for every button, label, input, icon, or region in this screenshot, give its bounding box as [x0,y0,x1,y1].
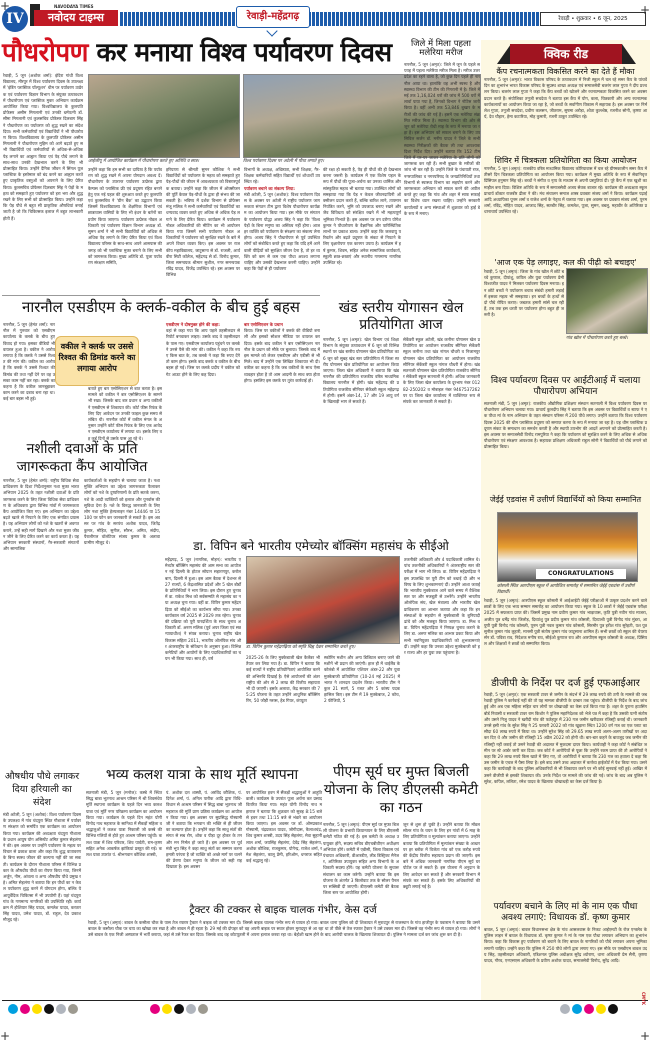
quick-item-2-headline: शिविर में चित्रकला प्रतियोगिता का किया आयोजन [494,156,637,165]
tree-story-caption: गांव खोल में पौधारोपण करते हुए बच्चे। [566,336,628,341]
solar-story-headline: पीएम सूर्य घर मुफ्त बिजली योजना के लिए डीएलसी कमेटी का गठन [323,764,479,816]
lead-photo-1-caption: आईजीयू में आयोजित कार्यक्रम में पौधारोपण करते हुए अतिथि व छात्र। [88,159,200,164]
clerk-subhead-2: बार एसोसिएशन के प्रधान [244,322,283,327]
lead-photo-1 [88,74,240,158]
kalash-col-2: पं. अशोक दत्त शास्त्री, पं. अरविंद कौशिक, पं. दिनेश शर्मा, पं. अनिल पारीक आदि द्वारा विधि-विधान से आश्रम परिसर में सिद्ध बाबा भूतनाथ जी महाराज की मूर्ति प्राण प्रतिष्ठा कार्यक्रम का आयोजन किया गया। इस अवसर पर सुप्रसिद्ध गोस्वामी जी ने बताया कि भगवान की भक्ति से ही जीवन का कल्याण होता है। उन्होंने कहा कि साधु संतों की संगत से सब रोग, शोक व पीड़ा दूर होकर के तन और मन निर्मल हो जाते हैं। इस अवसर पर पूर्व मंत्री भूप सिंह ने कहा साधु संतों का सम्मान करना हमारी परंपरा है जो व्यक्ति को अच्छे मार्ग पर चलने की प्रेरणा देकर मनुष्य के जीवन को सही राह दिखाता है। इस अवसर [166,790,242,870]
cmyk-dot-yellow [596,1004,606,1014]
dateline: रेवाड़ी • शुक्रवार • 6 जून, 2025 [540,12,646,26]
cmyk-dot-yellow [162,1004,172,1014]
cmyk-dot-magenta [20,1004,30,1014]
lead-headline [2,38,402,68]
clerk-col-4: किया। जिस पर वकीलों ने क्लर्क की वीडियो बना ली और इसको सोशल मीडिया पर वायरल कर दिया। इसके बाद वकील ने बार एसोसिएशन नारनौल के प्रधान को मौके पर बुलाया। जिसके बाद में इस मामले को लेकर एसडीएम और एडीसी से भी मिले। बाद में उन्होंने एक लिखित शिकायत भी दी। वकील का कहना है कि जब वकीलों के साथ ऐसा व्यवहार होता है तो आम आदमी के साथ क्या होता होगा। इसलिए इस क्लर्क पर तुरंत कार्रवाई हो। [244,328,320,383]
solar-col-1: नारनौल, 5 जून (अमृत): पीएम सूर्य घर मुफ्त बिजली योजना के प्रभावी क्रियान्वयन के लिए डीएलसी कमेटी गठित की गई है। इस कमेटी के अध्यक्ष उपायुक्त होंगे, सदस्य सचिव डीएचबीवीएन अधीक्षण अभियंता होंगे। कमेटी में एडीसी, जिला विकास एवं पंचायत अधिकारी, डीआरडीए, लीड डिस्ट्रिक्ट मैनेजर, अतिरिक्त उपायुक्त सहित अन्य विभागों के अधिकारी सदस्य होंगे। यह कमेटी योजना के सुचारू संचालन का काम करेगी। उन्होंने बताया कि इस योजना के अंतर्गत 3 किलोवाट तक के सोलर पैनल पर सब्सिडी दी जाएगी। डीएलसी कमेटी की बैठक जिला स्तर पर आयोजित होगी। [323,822,399,896]
jee-congrats-banner: CONGRATULATIONS [536,569,626,579]
cmyk-dot-tan [198,1004,208,1014]
masthead-stripe [120,12,540,26]
cmyk-dot-grey [56,1004,66,1014]
lead-col-1: रेवाड़ी, 5 जून (अशोक शर्मा): इंदिरा गांधी विश्वविद्यालय, मीरपुर में विश्व पर्यावरण दिवस के उपलक्ष्य में 'इंडिंग प्लास्टिक पॉल्यूशन' थीम पर पर्यावरण उत्प्रेरक एवं पर्यावरण विज्ञान विभाग के संयुक्त तत्वावधान में पौधारोपण एवं प्लास्टिक मुक्त अभियान कार्यक्रम आयोजित किया गया। विश्वविद्यालय के कुलपति प्रोफेसर असीम मिगलानी एवं उनकी धर्मपत्नी डॉ. सीमा मिगलानी एवं कुलसचिव प्रोफेसर दिलबाग सिंह ने पौधारोपण का पर्यावरण को शुद्ध रखने का संदेश दिया। सभी कर्मचारियों एवं विद्यार्थियों ने भी पौधारोपण किया। विश्वविद्यालय के कुलपति प्रोफेसर असीम मिगलानी ने पौधारोपण मुहिम को आगे बढ़ाते हुए सभी विद्यार्थियों एवं कर्मचारियों से अधिक-से-अधिक पेड़ लगाने का आह्वान किया एवं पेड़ पौधे लगाने के साथ-साथ उनकी देखभाल करने के लिए भी प्रोत्साहित किया। उन्होंने दैनिक जीवन में सिंगल यूज प्लास्टिक के इस्तेमाल को बंद करने का आह्वान करते हुए प्राकृतिक वस्तुओं को अपनाने के लिए प्रेरित किया। कुलसचिव प्रोफेसर दिलबाग सिंह ने पेड़ों के महत्व को समझाते हुए पर्यावरण को हरा भरा और शुद्ध रखने के लिए सभी को प्रोत्साहित किया। उन्होंने कहा कि पेड़ पौधे से बहुत सी प्राकृतिक औषधियां बनाई जाती है जो कि चिकित्सक इलाज में बहुत लाभकारी होती हैं। [3,73,83,221]
brand-name: नवोदय टाइम्स [34,10,118,26]
clerk-pull-quote: वकील ने क्लर्क पर उससे रिश्वत की डिमांड करने का लगाया आरोप [55,336,139,386]
drug-col-2: कार्यकर्ताओं के सहयोग से चलाया जाता है। नशा मुक्ति अभियान का उद्देश्य जागरूकता फैलाकर लोगों को नशे के दुष्परिणामों के प्रति सतर्क करना, नशे के आदी व्यक्तियों को इलाज और पुनर्वास की सुविधा देना है। नशे के विरुद्ध जानकारी के लिए लोग नशा मुक्ति हेल्पलाइन नंबर 14446 या 15100 पर फोन कर जानकारी ले सकते हैं। इस अवसर पर गांव के सरपंच अशोक यादव, जितेंद्र कुमार, मोहित, सुनील, सौरभ, अमित, संदीप, पैरालीगल वॉलंटियर संजय कुमार के अलावा ग्रामीण मौजूद थे। [84,478,160,546]
tree-story-headline: 'आज एक पेड़ लगाइए, कल की पीढ़ी को बचाइए' [494,258,637,267]
fir-story-body: रेवाड़ी, 5 जून (अमृत): एक सरकारी टावर से जमीन के संदर्भ में 29 लाख रुपये की ठगी के मामले की जब रेवाड़ी पुलिस ने कार्रवाई नहीं की तो यह मामला डीजीपी के दरबार तक पहुंचा। डीजीपी के निर्देश के बाद जांच हुई और अब एक महिला सहित चार लोगों पर धोखाधड़ी का केस दर्ज किया गया है। शहर के पुराना हाउसिंग बोर्ड निवासी व सरकारी टावर राम किशोर ने पुलिस महानिदेशक को भेजे पत्र में कहा है कि उसकी पत्नी संतोष और उसने निजु यादव ने खरीदी गांव की फतेहपुर में 230 गज जमीन खरीदकर रजिस्ट्री कराई थी। जानकारी उनसे इसी गांव के सुरेश सिंह ने 25 फरवरी 2022 को गांव खुड़ाना स्थित 1200 वर्ग गज का एक प्लाट का सौदा 60 लाख रुपये में किया था। उन्होंने सुरेश सिंह को 29.65 लाख रुपये अलग-अलग तारीखों पर अदा कर दिए थे और जमीन की रजिस्ट्री 15 अप्रैल 2022 को होनी थी। बार-बार कहने के बावजूद जब जमीन की रजिस्ट्री नहीं कराई तो उसने रेवाड़ी की अदालत में मुकदमा दायर किया। कार्यवाही ने कहा कोर्ट ने संबंधित जमीन पर स्टे आर्डर जारी कर दिया। जब कोर्ट ने आरोपियों से पूछा कि उन्होंने रकम प्राप्त की तो आरोपियों ने कहा कि 29 लाख रुपये किस खाते में लिए गए, तो आरोपियों ने बताया कि 230 गज का हवाला दे कहा कि उस जमीन के एवज में पैसा लिया है। इसे बाद उसने उच्च अदालत में कर्त्तव्य हाईकोर्ट में पेश किया गया। उसने कहा कि कार्यवाही के बाद पुलिस अधिकारियों से भी शिकायत करने पर भी कोई सुनवाई नहीं हुई। आखिर में उसने डीजीपी से इसकी शिकायत की। उनके निर्देश पर मामले की जांच की गई। जांच के बाद अब पुलिस ने सुरेश, कपिल, ललिता, रमेश यादव के खिलाफ धोखाधड़ी का केस दर्ज किया है। [484,692,647,784]
masthead [0,0,650,38]
quick-read-left-wing [497,44,511,64]
cmyk-dot-grey [560,1004,570,1014]
yoga-col-1: नारनौल, 5 जून (अमृत): खेल विभाग एवं शिक्षा विभाग के संयुक्त तत्वावधान में 6 जून को विभिन्न स्थानों पर खंड स्तरीय योगासन खेल प्रतियोगिता का 6 जून को सुबह खंड स्तर प्रतियोगिता में जिला स्तरीय योगासन खेल प्रतियोगिता का आयोजन किया जाएगा। जिला खेल अधिकारी ने बताया कि खंड नारनौल की प्रतियोगिता राजकीय वरिष्ठ माध्यमिक विद्यालय नारनौल में होगी। खंड महेंद्रगढ़ की प्रतियोगिता राजकीय सीनियर सेकेंडरी स्कूल महेंद्रगढ़ में होगी। इसमें अंडर-14, 17 और 19 आयु वर्ग के खिलाड़ी भाग ले सकते हैं। [323,337,399,405]
quick-item-1-headline: कैंप रचनात्मकता विकसित करने का देते हैं मौका [496,67,635,76]
section-divider [2,295,320,296]
cmyk-dot-tan [68,1004,78,1014]
cmyk-dot-grey [186,1004,196,1014]
boxing-photo-caption: डा. विपिन कुमार महेंद्रगढ़िया को स्मृति चिह्न देकर सम्मानित करते हुए। [246,645,356,650]
herbal-body: मंडी अटेली, 5 जून (अशोक): विश्व पर्यावरण दिवस के उपलक्ष्य में गांव चंदपुरा स्थित गौशाला में पर्यावरण संरक्षण को समर्पित एक कार्यक्रम का आयोजन किया गया। कार्यक्रम की अध्यक्षता चंदपुरा गौशाला के प्रधान आयुष योग असिस्टेंट अमित कुमार सेहलंगा ने की। इस अवसर पर उन्होंने पर्यावरण के महत्व पर विचार से प्रकाश डाला और कहा कि शुद्ध वातावरण के बिना स्वस्थ जीवन की कल्पना नहीं की जा सकती। कार्यक्रम के दौरान गौशाला परिसर में विभिन्न प्रकार के औषधीय पौधों का रोपण किया गया, जिनमें अर्जुन, नीम, आंवला व अन्य औषधीय पौधे प्रमुख रहे। अमित सेहलंगा ने बताया कि इन पौधों का न केवल पर्यावरण शुद्ध करने में योगदान होगा, बल्कि ये आयुर्वेदिक चिकित्सा में भी उपयोगी हैं। यहां चंदपुरा गांव के गणमान्य नागरिकों की उपस्थिति रही। कार्यक्रम में होशियार सिंह यादव, कमलेश यादव, करतार सिंह यादव, उमेश यादव, डॉ. राहुल, देव प्रकाश मौजूद रहे। [3,812,81,923]
herbal-story-headline: औषधीय पौधे लगाकर दिया हरियाली का संदेश [4,771,80,808]
lead-photo-2-caption: विश्व पर्यावरण दिवस पर अटेली में पौधा लगाते हुए। [243,159,325,164]
boxing-col-4: तकनीकी अधिकारी और 4 पदाधिकारी शामिल थे। पांच तकनीकी अधिकारियों ने अंतरराष्ट्रीय स्तर की परीक्षा में भाग भी लिया। डा. विपिन महेंद्रगढ़िया ने इस उपलब्धि पर पूरी टीम को बधाई दी और भविष्य के लिए शुभकामनाएं दीं। उन्होंने आशा जताई कि भारतीय मुक्केबाज आने वाले समय में वैश्विक स्तर पर और मजबूती से उभरेंगे। उन्होंने भारतीय ओलंपिक संघ, खेल मंत्रालय और भारतीय खेल प्राधिकरण का आभार जताया और कहा कि इन संस्थाओं के सहयोग से मुक्केबाजी के बुनियादी ढांचे को और मजबूत किया जाएगा। डा. मिश्र व डा. विपिन महेंद्रगढ़िया ने निष्पक्ष चुनाव कराने के लिए डा. अरुण मलिक का आभार प्रकट किया और सभी नवनियुक्त पदाधिकारियों को शुभकामनाएं दीं। उन्होंने कहा कि उनका उद्देश्य मुक्केबाजी को हर राज्य और हर युवा तक पहुंचाना है। [404,557,480,656]
cmyk-dot-cyan [572,1004,582,1014]
registration-dots-right [560,1004,618,1014]
jee-story-headline: जेईई एडवांस में उत्तीर्ण विद्यार्थियों को किया सम्मानित [489,495,642,504]
clerk-col-2: बताते हुए बार एसोसिएशन से बात करता है। इस मामले को वकील ने बार एसोसिएशन के सामने भी रखा। जिसके बाद बार प्रधान व अन्य वकीलों ने एसडीएम से शिकायत की। कोर्ट फीस रिफंड के लिए दिए आवेदन पर उनकी फाइल कुछ समय से लंबित थी। नारनौल कोर्ट में वकील मंगल के अनुसार उन्होंने कोर्ट फीस रिफंड के लिए एक आवेदन एसडीएम कार्यालय में लगाया था। इसके लिए वह कई दिनों से उसके पास आ रहे थे। [88,386,162,441]
lead-headline-rest: कर मनाया विश्व पर्यावरण दिवस [87,38,392,68]
cmyk-dot-black [174,1004,184,1014]
cmyk-label: CMYK [641,992,646,1005]
lead-col-3: हरियाणा से श्रीमती सुमन कौशिक ने सभी विद्यार्थियों को पर्यावरण के महत्व को समझाते हुए पेड़-पौधों की जीवन में आवश्यकता को विस्तारपूर्वक बताया। उन्होंने कहा कि जीवन में ऑक्सीजन की पूर्ति केवल पेड़-पौधों के द्वारा ही संभव की जा सकती है। भविष्य में दर्शक विभाग से प्रोफेसर मंजू मलिक ने सभी कर्मचारियों एवं विद्यार्थियों का धन्यवाद व्यक्त करते हुए अधिक से अधिक पेड़ लगाने के लिए प्रेरित किया। कार्यक्रम में पर्यावरण नोडल अधिकारियों की मीटिंग का भी आयोजन किया गया जिसमें सभी पर्यावरण नोडल अधिकारियों ने पर्यावरण को सुरक्षित रखने के बारे में अपने विचार व्यक्त किए। इस अवसर पर राजकीय महाविद्यालय, जाटूसाना से डॉ. राजली, आर्यवीरा सिटी कॉलेज, महेंद्रगढ़ से डॉ. विनोद कुमार, जिला समन्वयक श्रीमान सुशील, नगर समन्वयक रविंद्र यादव, विजेंद्र उपस्थित रहे। इस अवसर पर विभिन्न [166,167,240,278]
cmyk-dot-magenta [150,1004,160,1014]
drug-story-headline: नशीली दवाओं के प्रति जागरूकता कैंप आयोजित [16,441,148,475]
tree-story-body: रेवाड़ी, 5 जून (अमृत): जिला के गांव खोल में छोटे बच्चे कुणाल, दीपांशु, कपिल और युवा पर्यावरण प्रेमी विश्वजीत यादव ने मिलकर पर्यावरण दिवस मनाया। इन छोटे बच्चों ने पर्यावरण बचाव संबंधी हमारी लड़ाई में इसका महत्व भी समझाया। इन बच्चों के हाथों से दो पौधे रोपित कराए। जबतक हमारी सांसें चल रही हैं, तब तक इस धरती पर पर्यावरण होना बहुत ही जरूरी है। [484,269,564,318]
clerk-col-1: नारनौल, 5 जून (हेमंत शर्मा): नारनौल में गुरुवार को एसडीएम कार्यालय के क्लर्क के बीच हुए विवाद हो गया। इसका वीडियो भी वायरल हुआ है। वकील ने आरोप लगाया है कि क्लर्क ने उससे रिश्वत की मांग की। वकील का आरोप है कि क्लर्क ने उससे रिश्वत की डिमांड की तथा नहीं देने पर वह उसका काम नहीं कर रहा। क्लर्क का कहना है कि वकील जानबूझकर काम करने का दबाव बना रहा था। कई बार बहस भी हुई। [3,322,55,402]
iti-story-body: सतनाली मंडी, 5 जून (अमृत): राजकीय औद्योगिक प्रशिक्षण संस्थान सतनाली में विश्व पर्यावरण दिवस पर पौधारोपण अभियान चलाया गया। प्राचार्य कुलदीप सिंह ने बताया कि इस अवसर पर विद्यार्थियों व स्टाफ ने एक पौधा मां के नाम अभियान के तहत संस्थान परिसर में 200 पौधे लगाए। उन्होंने बताया कि विश्व पर्यावरण दिवस 2025 की थीम प्लास्टिक प्रदूषण को समाप्त करना के रूप में मनाया जा रहा है। यह थीम प्लास्टिक प्रदूषण संकट के समाधान का समर्थन करती है और स्थायी उपभोग की आदतें अपनाने को प्रोत्साहित करती है। इस अवसर पर समाजसेवी विनोद रामपुरिया ने कहा कि पर्यावरण को सुरक्षित करने के लिए अधिक से अधिक पौधारोपण एवं संरक्षण आवश्यक है। सहायक प्रशिक्षण अधिकारी राहुल सोनी ने विद्यार्थियों को पौधे लगाने को प्रोत्साहित किया। [484,401,647,450]
edition-label: रेवाड़ी-महेंद्रगढ़ [236,6,310,28]
clerk-subhead-1: एसडीएम ने दोषमुक्त होने की कहा: [166,322,220,327]
lead-col-4 [244,167,320,291]
clerk-col-3: वहां से कहा गया कि आप पहले तहसीलदार से रिपोर्ट बनवाकर लाइए। उसके बाद वे तहसीलदार के पास गए। एसडीएम कार्यालय पहुंचने पर क्लर्क ने उनसे पैसे की मांग की। वकील ने कहा कि रुपए किस बात के, तब क्लर्क ने कहा कि रुपए देंगे तो काम होगा। इसके बाद क्लर्क व वकील के बीच बहस हो गई। जिस पर क्लर्क प्रदीप ने वकील को गेट आउट होने के लिए कह दिया। [166,328,240,377]
kalash-col-1: सतनाली मंडी, 5 जून (मनोज): कस्बे में स्थित सिद्ध बाबा भूतनाथ आश्रम परिसर में श्री शिवसंधेय मूर्ति स्थापना कार्यक्रम के पहले दिन भव्य कलश यात्रा एवं मूर्ति नगर परिक्रमा कार्यक्रम का आयोजन किया गया। कार्यक्रम के पहले दिन महंत योगी विनोद नाथ महाराज के सानिध्य में सैंकड़ों महिला व श्रद्धालुओं ने कलश यात्रा निकाली जो कस्बे की विभिन्न गलियों से होते हुए आश्रम परिसर पहुंची। कलश यात्रा में शिव परिवार, शिव पार्वती, राम-कृष्ण सहित अनेक आकर्षक झांकियां प्रस्तुत की गई। कलश यात्रा उपरांत पं. श्रीभगवान कौशिक शास्त्री, [86,790,162,858]
bottom-rule [2,1000,648,1001]
lead-col-4-text: विभागों के अध्यक्ष, अधिष्ठाता, सभी शिक्षक, गैर-शिक्षक कर्मचारियों सहित विद्यार्थी एवं शोधार्थी उपस्थित रहे। [244,167,320,185]
solar-col-2: जून से शुरू हो चुकी है। उन्होंने बताया कि मॉडल सोलर गांव के चयन के लिए इन गांवों में 6 माह के लिए प्रतियोगिता व मूल्यांकन कराया जाएगा। उन्होंने बताया कि प्रतियोगिता में मूल्यांकन संख्या के आधार पर हर ब्लॉक में विजेता गांव को एक करोड़ रुपये की केंद्रीय वित्तीय सहायता प्रदान की जाएगी। इस बारे में अधिक जानकारी नागरिक पीएम सूर्य घर पोर्टल पर ले सकते हैं। इस योजना में अनुदान के लिए आवेदन कर सकते हैं और सरकारी विभाग में संपर्क कर सकते हैं। इसके लिए अधिकारियों की ड्यूटी लगाई गई है। [403,822,480,890]
boxing-photo [246,556,400,644]
crop-mark-icon: + [640,3,650,17]
clerk-col-3-wrap [166,322,240,434]
crop-mark-icon: + [0,0,11,13]
boxing-story-headline: डा. विपिन बने भारतीय एमेच्योर बॉक्सिंग महासंघ के सीईओ [193,539,449,553]
cmyk-dot-black [44,1004,54,1014]
mla-story-body: बावल, 5 जून (अमृत): बावल विधानसभा क्षेत्र के गांव आसलवास के निकट आईएमटी के रोज एन्क्लेव के पुलिस लाइन में बावल के विधायक डॉ. कृष्ण कुमार ने मां के नाम एक पौधा लगाकर अभियान का शुभारंभ किया। कहा कि विकास हुए पर्यावरण को बचाने के लिए बावल के नागरिकों को पौधे लगाकर अपना भूमिका लगानी चाहिए। उन्होंने कहा कि पुलिस में 250 पौधे लोगों द्वारा लगाए गए। इस मौके पर एसडीएम बावल उदय सिंह, तहसीलदार अधिकारी, एडिशनल पुलिस अधीक्षक सुरेंद्र श्योराण, थाना अधिकारी प्रेम सैनी, कृष्णा यादव, गौरव, एनएसएस अधिकारी के प्रवीण अशोक यादव, समाजसेवी विनोद, सुरेंद्र आदि। [484,927,647,964]
quick-item-1-body: नारनौल, 5 जून (अमृत): भारत विकास परिषद के तत्वावधान में निजी स्कूल में चल रहे समर कैंप के पांचवें दिन का शुभारंभ भारत विकास परिषद के सुप्रस्थ शाखा अध्यक्ष एवं समाजसेवी बजरंग लाल गुप्ता ने दीप प्रज्वलन किया। बजरंग लाल गुप्ता ने कहा कि कैंप बच्चों को खोजने और रचनात्मकता विकसित करने का अवसर प्रदान करते हैं। संयोजिका तनूजी सचदेवा ने बताया इस कैंप में योग, कला, चित्रकारी और अन्य रचनात्मक कार्यकलापों का आयोजन किया जा रहा है, जो बच्चों के सर्वांगीण विकास में सहायक है। इस अवसर पर निर्मलेश गुप्ता, तनूजी सचदेवा, प्रवीण कलसन, जीतराम, सुषमा अरोड़ा, श्वेता कुलश्रेष्ठ, रजनीश सोनी, कृष्णा आर्य, देव चौहान, हेमा कटारिया, मोह कुमारी, रजनी ठाकुर उपस्थित रहे। [484,77,647,120]
tractor-story-headline: ट्रैक्टर की टक्कर से बाइक चालक गंभीर, केस दर्ज [189,904,377,916]
boxing-col-1: महेंद्रगढ़, 5 जून (नागरिक, मोहन): भारतीय एमेच्योर बॉक्सिंग महासंघ की आम सभा का आयोजन नई दिल्ली के होटल सोयान सहारणपुर, करोल बाग, दिल्ली में हुआ। इस आम बैठक में देशभर से 27 राज्यों, 6 केंद्रशासित प्रदेशों और 5 खेल बोर्डों के प्रतिनिधियों ने भाग लिया। इस दौरान हुए चुनाव में डा. राकेश मिश्र को सर्वसम्मति से महासंघ का नया अध्यक्ष चुना गया। वहीं डा. विपिन कुमार महेंद्रगढ़िया को सीईओ का कार्यभार सौंपा गया। उनका कार्यकाल वर्ष 2025 से 2029 तक रहेगा। चुनाव की प्रक्रिया को पूरी पारदर्शिता के साथ चुनाव अधिकारी डॉ. अरुण मलिक (पूर्व अपर जिला एवं सत्र न्यायाधीश) ने संपन्न कराया। चुनाव राष्ट्रीय खेल विकास संहिता 2011, भारतीय ओलंपिक संघ और अंतरराष्ट्रीय के संविधान के अनुसार हुआ। विभिन्न कमेटियों और आयोगों के लिए पदाधिकारियों का चयन भी किया गया। साथ ही, वर्ष [165,557,241,662]
page-number-badge: IV [2,6,28,32]
lead-headline-highlight: पौधरोपण [2,38,88,68]
cmyk-dot-black [608,1004,618,1014]
kalash-col-3: पर आयोजित हवन में सैंकड़ों श्रद्धालुओं ने आहुति डाली। कार्यक्रम के उपरांत पूजा अर्चना कर प्रसाद वितरित किया गया। महंत योगी विनोद नाथ महाराज ने बताया कि शुक्रवार को सुबह 8:15 बजे से हवन तथा 11:15 बजे से भंडारे का आयोजन किया जाएगा। इस अवसर पर डॉ. ओमप्रकाश गोस्वामी, चंद्रप्रकाश यादव, जोगीदास, कैलाशचंद्र, शिव कुमार शास्त्री, उदय सिंह सेहलंगा, मेवा सुहानी लाल शर्मा, जयसिंह सेहलंगा, देवेंद्र सिंह सेहलंगा, अशोक कौशिक, राजकुमार, योगेन्द्र, राजेश शर्मा, रमेश सेहलंगा, कालू प्रेमी, हरिओम, धनराज सहित कई श्रद्धालु रहे। [246,790,322,864]
registration-dots-left [8,1004,78,1014]
yoga-story-headline: खंड स्तरीय योगासन खेल प्रतियोगिता आज [338,300,464,333]
lead-col-2: उन्होंने कहा कि हम सभी का दायित्व है कि पर्यावरण को शुद्ध रखने में अपना योगदान अवश्य दें। पौधारोपण के उपरान्त पर्यावरण उत्प्रेरक द्वारा कैम्पस को प्लास्टिक फ्री एवं प्रदूषण रहित बनाने हेतु एक नई पहल की शुरुआत करते हुए कुलपति एवं कुलसचिव ने 'ग्रीन बैंक' का उद्घाटन किया जिसमें विश्वविद्यालय के शैक्षणिक विभागों एवं छात्रावास वासियों के लिए भी इंधन के बर्तनों का प्रयोग किया जाएगा। पर्यावरण उत्प्रेरक नोडल अधिकारी एवं पर्यावरण विज्ञान विभाग अध्यक्ष डॉ. सुमन शर्मा ने भी सभी विद्यार्थियों को अधिक से अधिक पेड़ लगाने के लिए प्रेरित किया एवं विश्वविद्यालय परिसर के साथ-साथ अपने आसपास की जगह को भी प्लास्टिक मुक्त बनाने के लिए सभी को जागरूक किया। मुख्य अतिथि डॉ. पूजा पर्यावरण संरक्षण समिति, [88,167,162,266]
drug-col-1: नारनौल, 5 जून (हेमंत शर्मा): राष्ट्रीय विधिक सेवा प्राधिकरण के दिशा निर्देशानुसार नशा मुक्त भारत अभियान 2025 के तहत नशीली दवाओं के प्रति जागरूक करने के लिए जिला विधिक सेवा प्राधिकरण के अधिवक्ता द्वारा विभिन्न गांवों में जागरूकता कैंप आयोजित किए गए। इस अभियान का उद्देश्य बढ़ते खतरे से निपटने के लिए एक संगठित प्रयास है। यह अभियान लोगों को नशे के खतरों से अवगत कराने, उन्हें सही मार्ग दिखाने और नशा मुक्त जीवन जीने के लिए प्रेरित करने का कार्य करता है। यह अभियान सरकारी संस्थानों, गैर-सरकारी संगठनों और सामाजिक [3,478,79,552]
kalash-story-headline: भव्य कलश यात्रा के साथ मूर्ति स्थापना [105,767,299,783]
tree-story-photo [566,268,648,334]
lead-col-4-subhead: पर्यावरण बचाने का संकल्प लिया: [244,185,295,191]
registration-dots-center [150,1004,208,1014]
malaria-body: नारनौल, 5 जून (अमृत): जिले में जून के पहले सप्ताह में पहला मलेरिया मरीज मिला है। मरीज उत्तर प्रदेश का रहने वाला है, जो कुछ दिन पहले ही नारनौल आया था। हालांकि वह अभी स्वस्थ है और स्वास्थ्य विभाग की टीम की निगरानी में है। जिले में मई तक 1,16,024 घरों की जांच में 500 घरों में लार्वा पाया गया है, जिनको विभाग ने नोटिस जारी किया है। वहीं अभी तक 53,846 बुखार के मरीजों की जांच की गई है। इसमें एक मलेरिया संक्रमित मरीज मिला है। स्वास्थ्य विभाग की ओर से जून को मलेरिया रोधी माह के रूप में मनाया जा रहा है। इस अभियान को सफल बनाने के लिए उप सिविल सर्जन डॉ. मनीष यादव ने जिले के सभी स्वास्थ्य निरीक्षकों की बैठक ली तथा आवश्यक दिशा निर्देश दिए। उन्होंने बताया कि 152 टीम जिले में घर-घर जाकर मलेरिया के प्रति लोगों को जागरूक कर रही हैं। सभी बुखार के मरीजों की जांच भी कर रही हैं। उन्होंने जिले के पंचायती राज, नगरपालिका व नगरपरिषद के जनप्रतिनिधियों तथा विभागों से स्वास्थ्य विभाग का सहयोग करने और जागरूकता अभियान को सफल करने की अपील करते हुए कहा कि गांव और शहर में साफ सफाई का विशेष ध्यान रखना चाहिए। उन्होंने सरकारी कार्यालयों व अन्य संस्थाओं में शुक्रवार को ड्राई डे के रूप में मनाए। [404,62,480,216]
cmyk-dot-cyan [8,1004,18,1014]
jee-story-body: रेवाड़ी, 5 जून (अमृत): आरपीएस स्कूल कोसली में आईआईटी जेईई परीक्षाओं में उत्कृष्ट प्रदर्शन करने वाले छात्रों के लिए एक भव्य सम्मान समारोह का आयोजन किया गया। स्कूल के 10 छात्रों ने जेईई एडवांस परीक्षा 2025 में सफलता प्राप्त की। जिसमें प्रमुख नाम प्रवीण कुमार गांव भाड़ावास, कृति पुत्री नवीन गांव माजरा, अजीत पुत्र धर्मेंद्र गांव जिलोड़, दिव्यांशु पुत्र प्रदीप कुमार गांव कोसली, दिव्याश्री पुत्री विनोद गांव मुंडरा, आयुषी पुत्री विनोद गांव कोसली, पूनम पुत्री नवल कुमार गांव कोसली, सिरमौर पुत्र हरीश गांव सुरेहती, यश पुत्र सुनील कुमार गांव लुहारी, मानसी पुत्री संतोष कुमार गांव जाटूसाना शामिल हैं। सभी छात्रों को स्कूल की चेयरपर्सन डॉ. पवित्रा राव, निदेशक मनीष राव, सीईओ कुणाल राव और आरपीएस स्कूल कोसली के अध्यक्ष, प्रिंसिपल और शिक्षकों ने छात्रों को सम्मानित किया। [484,598,647,647]
mla-story-headline: पर्यावरण बचाने के लिए मां के नाम एक पौधा अवश्य लगाएं: विधायक डॉ. कृष्ण कुमार [493,902,638,923]
boxing-col-3: स्कोरिंग मशीन और अन्य डिजिटल बनाए जाने की मशीनें भी प्रदान की जाएंगी। हाल ही में थाईलैंड के कोलंबो में आयोजित एशियन अंडर-22 और युवा मुक्केबाजी प्रतियोगिता (10-24 मई 2025) में भारत ने शानदार प्रदर्शन किया। भारतीय टीम ने कुल 21 स्वर्ण, 5 रजत और 5 कांस्य पदक हासिल किए। इस टीम में 19 मुक्केबाज, 2 कोच, 2 फीजियो, 5 [324,655,400,704]
cmyk-dot-yellow [32,1004,42,1014]
tractor-body: रेवाड़ी, 5 जून (अमृत): बावल के कसौला चौक के पास तेज रफ्तार ट्रैक्टर ने बाइक को टक्कर मार दी। जिससे बाइक चालक गंभीर रूप से घायल हो गया। बावल थाना पुलिस को दी शिकायत में मुरादपुर से राजस्थान के गांव हाजीपुर के पन्नाराम ने बताया कि उसने बावल के कसौला चौक पर चाय का खोखा कर रखा है और बावल में ही रहता है। 29 मई की दोपहर को वह अपनी बाइक पर सवार होकर मुरादपुर से आ रहा था तो पीछे से तेज रफ्तार ट्रैक्टर ने उसे टक्कर मार दी। जिससे वह गंभीर रूप से घायल हो गया। लोगों ने उसे बावल के एक निजी अस्पताल में भर्ती कराया, जहां से उसे रैफर कर दिया। जिसके बाद वह कोटपूतली में अपना इलाज करवा रहा था। बेहोशी खत्म होने के बाद आरोपी चालक के खिलाफ शिकायत दी। पुलिस ने मामला दर्ज कर जांच शुरू कर दी है। [88,920,480,938]
quick-read-label: क्विक रीड [510,44,622,64]
brand-tagline: NAVODAYA TIMES [54,4,94,9]
crop-mark-icon: + [640,1029,650,1043]
boxing-col-2: 2025-26 के लिए मुक्केबाजी खेल कैलेंडर भी तैयार कर लिया गया है। डा. विपिन ने बताया कि कई राज्यों ने राष्ट्रीय प्रतियोगिताएं आयोजित करने की अभिरुचि दिखाई है। ऐसे आयोजनों की अंतरराष्ट्रीय की ओर से 2 लाख की वित्तीय सहायता भी दी जाएगी। इसके अलावा, केंद्र सरकार की 75:25 योजना के तहत उन्होंने आधुनिक बॉक्सिंग रिंग, 50 जोड़ी ग्लव्स, हेड गियर, कंप्यूटर [246,655,320,704]
jee-story-photo [497,512,638,582]
lead-col-4-text-b: मंडी अटेली, 5 जून (अशोक): विश्व पर्यावरण दिवस के अवसर पर अटेली में राष्ट्रीय पर्यावरण जागरूकता संगठन टीम द्वारा विशेष पौधारोपण कार्यक्रम का आयोजन किया गया। इस मौके पर संगठन के पर्यावरण योद्धा अजय सिंह ने कहा कि 'विश्व पेड़ों के बिना मनुष्य का अस्तित्व नहीं होगा। आज हर व्यक्ति को पर्यावरण के संरक्षण का संकल्प लेना होगा। अजय सिंह ने पौधारोपण से पूर्व उपस्थित लोगों को संबोधित करते हुए कहा कि यदि हमें आने वाली पीढ़ियों को सुरक्षित जीवन देना है, तो हर व्यक्ति को कम से कम एक पौधा अवश्य लगाना चाहिए और उसकी देखभाल करनी चाहिए। उन्होंने कहा कि पेड़ों से ही पर्यावरण [244,191,320,272]
cmyk-dot-magenta [584,1004,594,1014]
iti-story-headline: विश्व पर्यावरण दिवस पर आईटीआई में चलाया पौधारोपण अभियान [490,376,641,397]
lead-col-5: की रक्षा हो सकती है, पेड़ ही पौधों की ही देखभाल करना जरूरी है। कार्यक्रम में एक विशेष पहल के रूप में पौधों की पूजा-अर्चना का उनका धार्मिक और सांस्कृतिक महत्व भी बताया गया। उपस्थित लोगों को समझाया गया कि पेड़ न केवल जीवनदायिनी ऑक्सीजन प्रदान करते हैं, बल्कि बारिश लाने, तापमान नियंत्रित करने, भूमि को उपजाऊ बनाए रखने और जैव विविधता को संरक्षित रखने में भी महत्वपूर्ण भूमिका निभाते हैं। इस अवसर पर वन दरोगा योगेश कुमार ने पौधारोपण के वैज्ञानिक और पारिस्थितिक लाभों पर प्रकाश डाला। उन्होंने कहा कि जलवायु परिवर्तन और बढ़ते प्रदूषण के संकट से निपटने के लिए वृक्षारोपण एक कारगर उपाय है। कार्यक्रम में हर्ष कुमार, शिवम, सहित अनेक सामाजिक कार्यकर्ता, स्कूली छात्र-छात्राएं और स्थानीय गणमान्य नागरिक उपस्थित रहे। [323,167,401,266]
malaria-headline: जिले में मिला पहला मलेरिया मरीज [410,39,472,58]
jee-story-caption: कोसली स्थित आरपीएस स्कूल में आयोजित समारोह में सम्मानित जेईई एडवांस में उत्तीर्ण विद्यार्थी। [497,584,635,595]
yoga-col-2: सेकेंडरी स्कूल अटेली, खंड कनीना योगासन खेल प्रतियोगिता का आयोजन राजकीय सीनियर सेकेंडरी स्कूल कनीना तथा खंड नांगल चौधरी व निजामपुर योगासन खेल प्रतियोगिता का आयोजन राजकीय सीनियर सेकेंडरी स्कूल नांगल चौधरी में होगा। खंड सतनाली योगासन खेल प्रतियोगिता राजकीय सीनियर सेकेंडरी स्कूल सतनाली में होगी। अधिक जानकारी के लिए जिला खेल कार्यालय के दूरभाष नंबर 01282-250202 व मोबाइल नंबर 9467537262 पर या जिला खेल कार्यालय में व्यक्तिगत रूप से संपर्क कर जानकारी ले सकते हैं। [403,337,480,405]
quick-item-2-body: नारनौल, 5 जून (अमृत): राजकीय वरिष्ठ माध्यमिक विद्यालय कोरियावास में चल रहे ग्रीष्मकालीन समर कैंप में तीसरे दिन चित्रकला प्रतियोगिता का आयोजन किया गया। कार्यक्रम में मुख्य अतिथि के रूप में सेवानिवृत्त प्रिंसिपल हनुमान सिंह रहे। बच्चों ने संगीत व नृत्य के माध्यम से अपनी प्रस्तुतियां दी। पूरे कैंप में एक खुशी का माहौल बना दिया। विशिष्ट अतिथि के रूप में समाजसेवी अजय सेवक बाजार रहे। कार्यक्रम की अध्यक्षता स्कूल प्राचार्य डॉक्टर राजबीर ढीला ने की। मंच संचालन समाज शास्त्र प्रवक्ता संजय शर्मा ने किया। कार्यक्रम पढ़ाई आदि अध्यापिका पूनम शर्मा व राजेश शर्मा के नेतृत्व में चलाया गया। इस अवसर पर प्रवक्ता संजय शर्मा, पूनम शर्मा, रविंद्र, मोहित यादव, आजाद सिंह, सतबीर सिंह, कमलेश, पूजा, सुमन, बबलु, महावीर के अतिरिक्त प्रधानाचार्य उपस्थित रहे। [484,166,647,215]
fir-story-headline: डीजीपी के निर्देश पर दर्ज हुई एफआईआर [491,678,640,689]
quick-read-right-wing [622,44,636,64]
clerk-story-headline: नारनौल एसडीएम के क्लर्क-वकील के बीच हुई बहस [22,298,300,316]
crop-mark-icon: + [0,1029,11,1043]
clerk-col-4-wrap [244,322,320,434]
